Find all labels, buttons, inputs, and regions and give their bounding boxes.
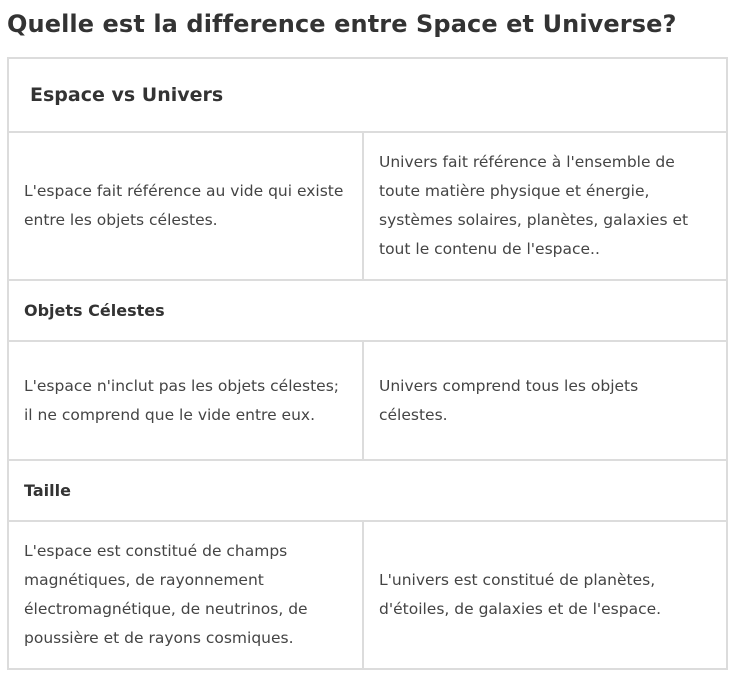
space-definition-cell: L'espace fait référence au vide qui existe entre les objets célestes. [8, 132, 363, 280]
universe-definition-cell: Univers fait référence à l'ensemble de toute matière physique et énergie, systèmes solaires, planètes, galaxies et tout le contenu de l'espace.. [363, 132, 727, 280]
section-row [8, 280, 727, 341]
comparison-table [7, 57, 728, 670]
table-row [8, 341, 727, 460]
section-title-size: Taille [8, 460, 727, 521]
universe-celestial-cell: Univers comprend tous les objets célestes. [363, 341, 727, 460]
table-header-row [8, 58, 727, 132]
universe-size-cell: L'univers est constitué de planètes, d'étoiles, de galaxies et de l'espace. [363, 521, 727, 669]
section-title-celestial-objects: Objets Célestes [8, 280, 727, 341]
table-row [8, 521, 727, 669]
space-size-cell: L'espace est constitué de champs magnétiques, de rayonnement électromagnétique, de neutrinos, de poussière et de rayons cosmiques. [8, 521, 363, 669]
space-celestial-cell: L'espace n'inclut pas les objets célestes; il ne comprend que le vide entre eux. [8, 341, 363, 460]
table-row [8, 132, 727, 280]
page-title: Quelle est la difference entre Space et Universe? [7, 10, 677, 38]
table-header: Espace vs Univers [8, 58, 727, 132]
section-row [8, 460, 727, 521]
